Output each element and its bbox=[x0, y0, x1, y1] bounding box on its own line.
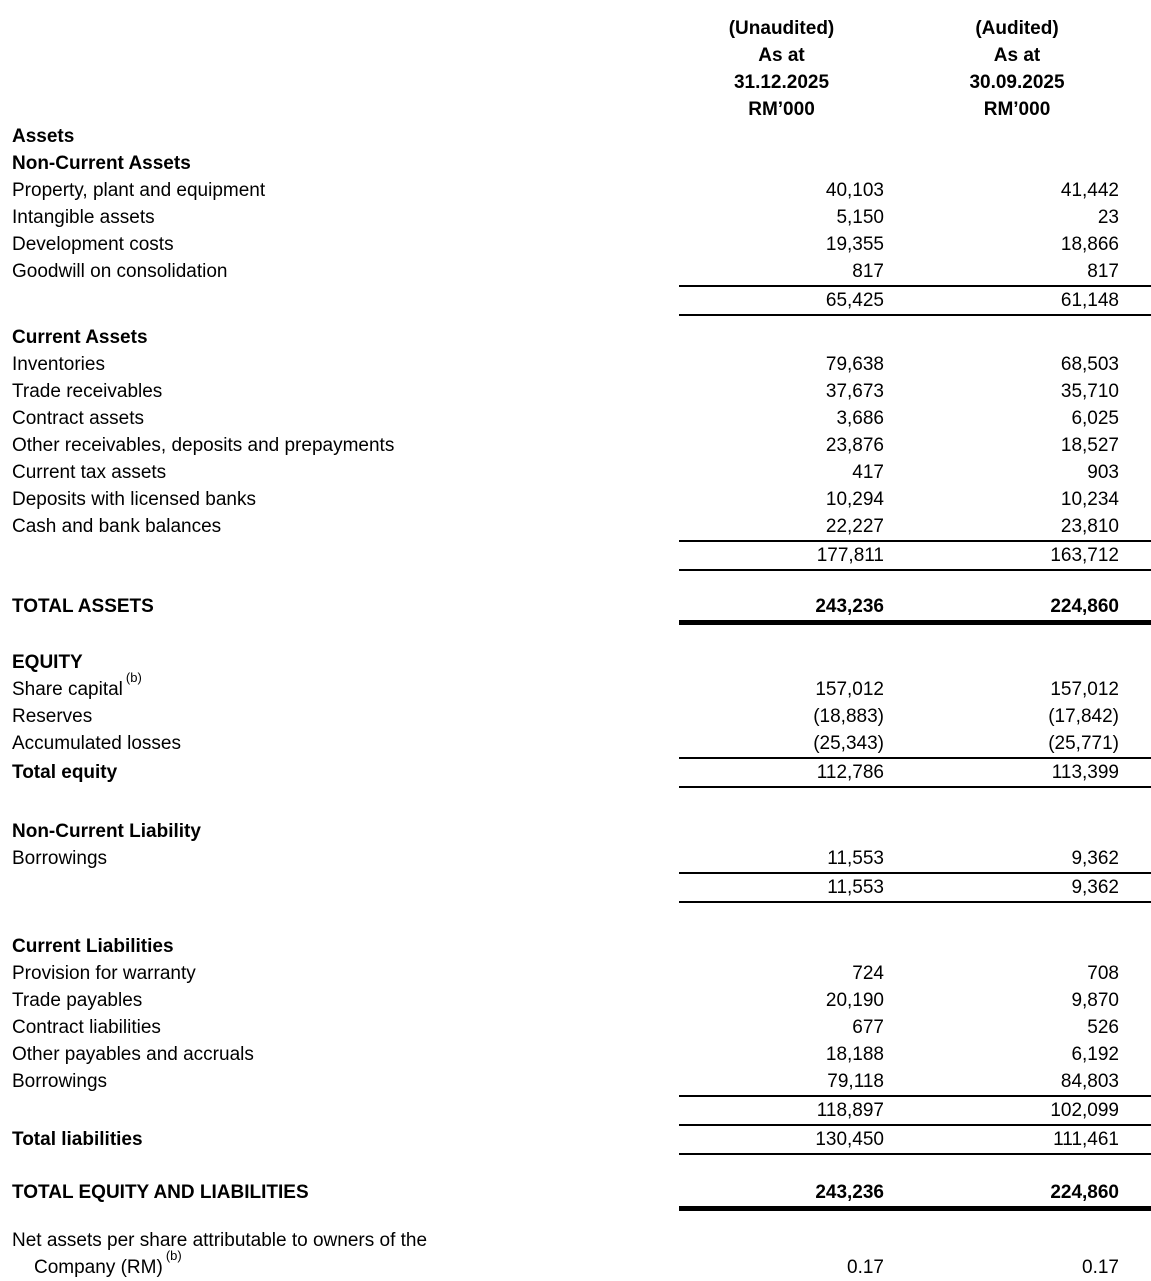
row-values bbox=[679, 542, 1151, 571]
net-assets-label-line1: Net assets per share attributable to owners of the bbox=[12, 1230, 428, 1251]
value-unaudited: 19,355 bbox=[825, 234, 884, 255]
row-current-assets-heading bbox=[0, 324, 1151, 351]
row-values bbox=[679, 513, 1151, 542]
row-intangible-assets bbox=[0, 204, 1151, 231]
footnote-marker: (b) bbox=[165, 1247, 182, 1263]
value-unaudited: 11,553 bbox=[827, 848, 884, 869]
value-unaudited: 18,188 bbox=[825, 1044, 884, 1065]
row-total-assets bbox=[0, 593, 1151, 625]
row-label: Borrowings bbox=[12, 1071, 108, 1092]
row-values bbox=[679, 231, 1151, 258]
row-values bbox=[679, 378, 1151, 405]
value-audited: 526 bbox=[1087, 1017, 1119, 1038]
value-audited: 61,148 bbox=[1060, 290, 1119, 311]
value-audited: 68,503 bbox=[1060, 354, 1119, 375]
footnote-marker: (b) bbox=[125, 669, 142, 685]
row-assets-heading bbox=[0, 123, 1151, 150]
row-inventories bbox=[0, 351, 1151, 378]
row-values bbox=[679, 1179, 1151, 1211]
row-label: Deposits with licensed banks bbox=[12, 489, 256, 510]
value-unaudited: 157,012 bbox=[815, 679, 884, 700]
value-audited: (17,842) bbox=[1048, 706, 1119, 727]
row-label: Cash and bank balances bbox=[12, 516, 222, 537]
row-values bbox=[679, 593, 1151, 625]
value-unaudited: 3,686 bbox=[836, 408, 884, 429]
row-label: Share capital$^{(b)}$ bbox=[12, 669, 142, 700]
value-unaudited: 79,118 bbox=[827, 1071, 884, 1092]
row-label: Other payables and accruals bbox=[12, 1044, 254, 1065]
row-property-plant-and-equipment bbox=[0, 177, 1151, 204]
row-label: Total equity bbox=[12, 762, 118, 783]
section-heading: Current Assets bbox=[12, 327, 148, 348]
section-heading: Non-Current Assets bbox=[12, 153, 191, 174]
value-unaudited: 79,638 bbox=[825, 354, 884, 375]
value-audited: 224,860 bbox=[1050, 596, 1119, 617]
row-values bbox=[679, 960, 1151, 987]
row-goodwill-on-consolidation bbox=[0, 258, 1151, 287]
row-current-tax-assets bbox=[0, 459, 1151, 486]
row-label: TOTAL ASSETS bbox=[12, 596, 154, 617]
value-unaudited: (18,883) bbox=[813, 706, 884, 727]
header-values bbox=[679, 15, 1151, 123]
section-heading: Non-Current Liability bbox=[12, 821, 201, 842]
row-current-assets-subtotal bbox=[0, 542, 1151, 571]
value-unaudited: 0.17 bbox=[847, 1257, 884, 1278]
row-label: Contract assets bbox=[12, 408, 144, 429]
row-label: Borrowings bbox=[12, 848, 108, 869]
row-values bbox=[679, 287, 1151, 316]
value-audited: 102,099 bbox=[1050, 1100, 1119, 1121]
row-values bbox=[679, 1014, 1151, 1041]
value-audited: 23 bbox=[1097, 207, 1119, 228]
row-total-equity-and-liabilities bbox=[0, 1179, 1151, 1211]
net-assets-label-line2: Company (RM)$^{(b)}$ bbox=[34, 1247, 182, 1278]
value-audited: 23,810 bbox=[1060, 516, 1119, 537]
value-unaudited: 817 bbox=[852, 261, 884, 282]
row-values bbox=[679, 730, 1151, 759]
value-unaudited: 677 bbox=[852, 1017, 884, 1038]
audited-as-at: As at bbox=[993, 45, 1041, 66]
row-contract-assets bbox=[0, 405, 1151, 432]
value-unaudited: 112,786 bbox=[816, 762, 884, 783]
row-label: Provision for warranty bbox=[12, 963, 196, 984]
value-audited: 163,712 bbox=[1050, 545, 1119, 566]
row-deposits-with-licensed-banks bbox=[0, 486, 1151, 513]
value-audited: 35,710 bbox=[1060, 381, 1119, 402]
row-share-capital bbox=[0, 669, 1151, 703]
row-values bbox=[679, 432, 1151, 459]
row-label: Other receivables, deposits and prepayments bbox=[12, 435, 395, 456]
row-label: TOTAL EQUITY AND LIABILITIES bbox=[12, 1182, 309, 1203]
value-unaudited: 11,553 bbox=[827, 877, 884, 898]
row-values bbox=[679, 759, 1151, 788]
value-audited: 817 bbox=[1087, 261, 1119, 282]
row-non-current-liability-heading bbox=[0, 818, 1151, 845]
row-values bbox=[679, 459, 1151, 486]
value-audited: 6,192 bbox=[1071, 1044, 1119, 1065]
value-unaudited: 37,673 bbox=[825, 381, 884, 402]
row-borrowings-current bbox=[0, 1068, 1151, 1097]
value-audited: 84,803 bbox=[1060, 1071, 1119, 1092]
row-current-liabilities-heading bbox=[0, 933, 1151, 960]
value-audited: 0.17 bbox=[1082, 1257, 1119, 1278]
row-values bbox=[679, 204, 1151, 231]
unaudited-as-at: As at bbox=[758, 45, 805, 66]
row-label bbox=[0, 1227, 679, 1281]
value-audited: 41,442 bbox=[1060, 180, 1119, 201]
row-values bbox=[679, 987, 1151, 1014]
value-audited: 224,860 bbox=[1050, 1182, 1119, 1203]
row-values bbox=[679, 405, 1151, 432]
row-non-current-assets-heading bbox=[0, 150, 1151, 177]
unaudited-column-header bbox=[679, 15, 915, 123]
row-values bbox=[679, 676, 1151, 703]
row-cash-and-bank-balances bbox=[0, 513, 1151, 542]
row-borrowings-non-current bbox=[0, 845, 1151, 874]
row-reserves bbox=[0, 703, 1151, 730]
row-label: Goodwill on consolidation bbox=[12, 261, 228, 282]
value-unaudited: 20,190 bbox=[825, 990, 884, 1011]
row-values bbox=[679, 1068, 1151, 1097]
row-contract-liabilities bbox=[0, 1014, 1151, 1041]
value-audited: 9,362 bbox=[1071, 877, 1119, 898]
row-non-current-assets-subtotal bbox=[0, 287, 1151, 316]
row-label: Property, plant and equipment bbox=[12, 180, 266, 201]
value-unaudited: 724 bbox=[852, 963, 884, 984]
row-values bbox=[679, 1254, 1151, 1281]
unaudited-label: (Unaudited) bbox=[728, 18, 835, 39]
column-headers bbox=[0, 15, 1151, 123]
audited-units: RM’000 bbox=[983, 99, 1051, 120]
row-values bbox=[679, 1041, 1151, 1068]
section-heading: EQUITY bbox=[12, 652, 83, 673]
row-label: Development costs bbox=[12, 234, 174, 255]
value-unaudited: (25,343) bbox=[813, 733, 884, 754]
value-unaudited: 243,236 bbox=[815, 1182, 884, 1203]
value-unaudited: 40,103 bbox=[825, 180, 884, 201]
row-net-assets-per-share bbox=[0, 1227, 1151, 1281]
row-values bbox=[679, 486, 1151, 513]
row-trade-receivables bbox=[0, 378, 1151, 405]
row-label: Contract liabilities bbox=[12, 1017, 161, 1038]
value-audited: 113,399 bbox=[1051, 762, 1119, 783]
row-label: Reserves bbox=[12, 706, 93, 727]
row-current-liabilities-subtotal bbox=[0, 1097, 1151, 1126]
row-values bbox=[679, 351, 1151, 378]
value-audited: 111,461 bbox=[1053, 1129, 1119, 1150]
row-other-receivables-deposits-prepayments bbox=[0, 432, 1151, 459]
value-audited: 18,866 bbox=[1060, 234, 1119, 255]
row-accumulated-losses bbox=[0, 730, 1151, 759]
row-values bbox=[679, 258, 1151, 287]
audited-column-header bbox=[915, 15, 1151, 123]
row-values bbox=[679, 1126, 1151, 1155]
row-label: Intangible assets bbox=[12, 207, 155, 228]
value-unaudited: 118,897 bbox=[816, 1100, 884, 1121]
row-label: Total liabilities bbox=[12, 1129, 143, 1150]
value-unaudited: 22,227 bbox=[825, 516, 884, 537]
row-label: Current tax assets bbox=[12, 462, 167, 483]
value-audited: 157,012 bbox=[1050, 679, 1119, 700]
row-provision-for-warranty bbox=[0, 960, 1151, 987]
row-label: Inventories bbox=[12, 354, 105, 375]
value-unaudited: 10,294 bbox=[825, 489, 884, 510]
value-unaudited: 23,876 bbox=[825, 435, 884, 456]
value-audited: (25,771) bbox=[1048, 733, 1119, 754]
row-trade-payables bbox=[0, 987, 1151, 1014]
row-values bbox=[679, 845, 1151, 874]
row-label: Trade payables bbox=[12, 990, 143, 1011]
value-unaudited: 65,425 bbox=[825, 290, 884, 311]
section-heading: Assets bbox=[12, 126, 75, 147]
row-values bbox=[679, 703, 1151, 730]
value-audited: 6,025 bbox=[1071, 408, 1119, 429]
row-total-equity bbox=[0, 759, 1151, 788]
row-label: Trade receivables bbox=[12, 381, 163, 402]
row-values bbox=[679, 874, 1151, 903]
unaudited-units: RM’000 bbox=[748, 99, 815, 120]
row-equity-heading bbox=[0, 649, 1151, 676]
unaudited-date: 31.12.2025 bbox=[733, 72, 830, 93]
value-unaudited: 5,150 bbox=[836, 207, 884, 228]
audited-label: (Audited) bbox=[975, 18, 1059, 39]
row-development-costs bbox=[0, 231, 1151, 258]
value-audited: 708 bbox=[1087, 963, 1119, 984]
value-audited: 10,234 bbox=[1060, 489, 1119, 510]
value-audited: 903 bbox=[1087, 462, 1119, 483]
value-unaudited: 243,236 bbox=[815, 596, 884, 617]
row-total-liabilities bbox=[0, 1126, 1151, 1155]
row-values bbox=[679, 177, 1151, 204]
value-unaudited: 417 bbox=[852, 462, 884, 483]
value-audited: 9,870 bbox=[1071, 990, 1119, 1011]
value-audited: 9,362 bbox=[1071, 848, 1119, 869]
section-heading: Current Liabilities bbox=[12, 936, 174, 957]
row-label: Accumulated losses bbox=[12, 733, 181, 754]
audited-date: 30.09.2025 bbox=[969, 72, 1065, 93]
row-values bbox=[679, 1097, 1151, 1126]
value-unaudited: 130,450 bbox=[815, 1129, 884, 1150]
value-audited: 18,527 bbox=[1060, 435, 1119, 456]
row-non-current-liability-subtotal bbox=[0, 874, 1151, 903]
row-other-payables-and-accruals bbox=[0, 1041, 1151, 1068]
value-unaudited: 177,811 bbox=[816, 545, 884, 566]
